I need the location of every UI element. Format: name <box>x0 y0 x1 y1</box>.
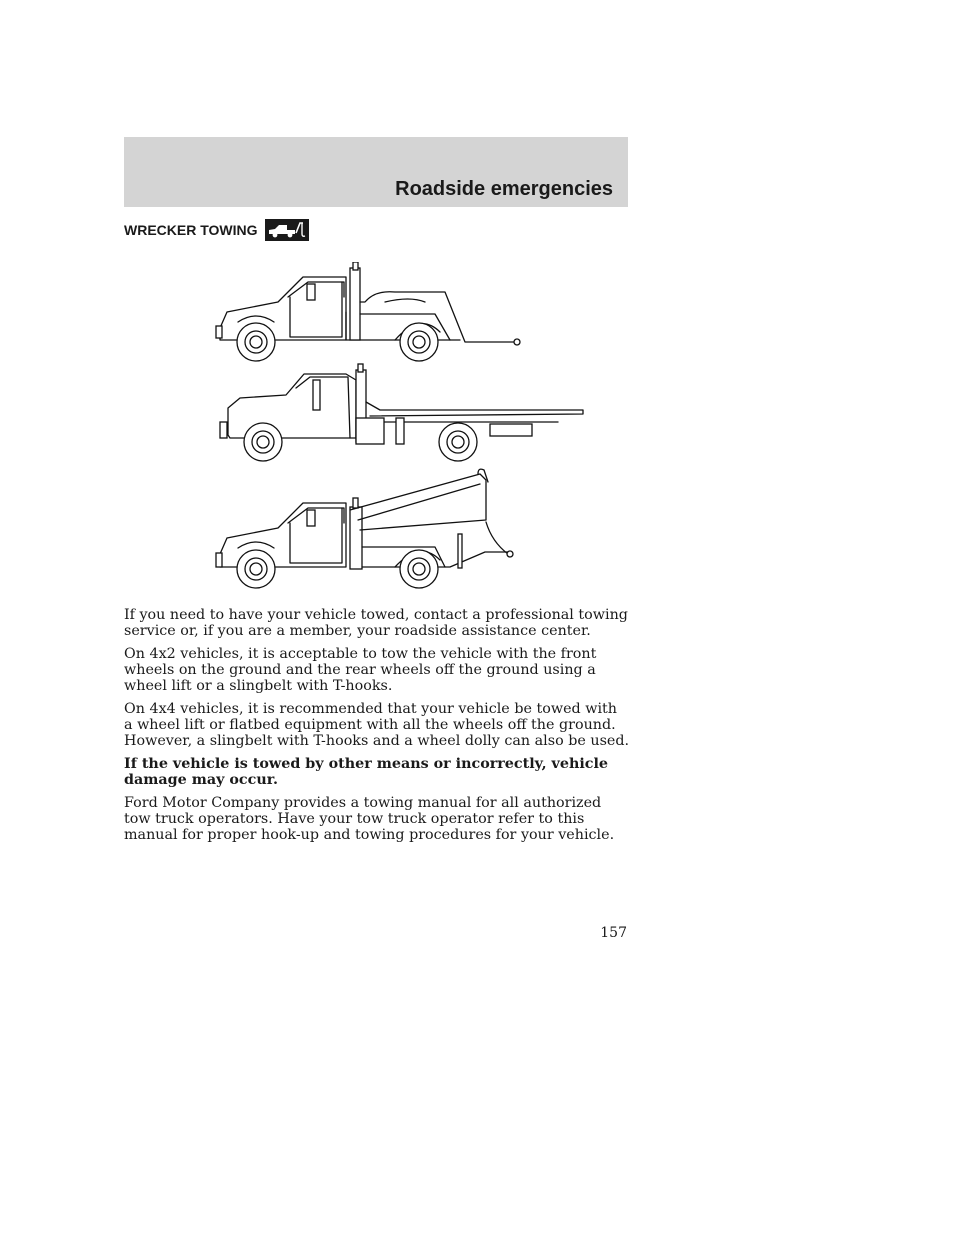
page-number: 157 <box>600 925 627 941</box>
wheel-lift-tow-truck <box>216 262 520 361</box>
section-heading-text: WRECKER TOWING <box>124 222 258 238</box>
paragraph-towing-manual: Ford Motor Company provides a towing manual for all authorized tow truck operators. Have your tow truck operator refer to this manual for proper hook-up and towing procedures for your vehicle. <box>124 795 615 843</box>
tow-truck-icon <box>265 219 309 241</box>
section-heading <box>124 219 309 241</box>
paragraph-contact-towing: If you need to have your vehicle towed, contact a professional towing service or, if you are a member, your roadside assistance center. <box>124 607 628 639</box>
paragraph-4x4: On 4x4 vehicles, it is recommended that your vehicle be towed with a wheel lift or flatbed equipment with all the wheels off the ground. However, a slingbelt with T-hooks and a wheel dolly can also be used. <box>124 701 630 749</box>
body-text <box>124 607 630 850</box>
boom-tow-truck <box>216 469 513 588</box>
paragraph-4x2: On 4x2 vehicles, it is acceptable to tow the vehicle with the front wheels on the ground and the rear wheels off the ground using a wheel lift or a slingbelt with T-hooks. <box>124 646 597 694</box>
warning-text: If the vehicle is towed by other means or incorrectly, vehicle damage may occur. <box>124 756 608 788</box>
flatbed-tow-truck <box>220 364 583 461</box>
page-title: Roadside emergencies <box>395 178 613 200</box>
tow-trucks-illustration <box>210 262 590 601</box>
header-band <box>124 137 628 207</box>
